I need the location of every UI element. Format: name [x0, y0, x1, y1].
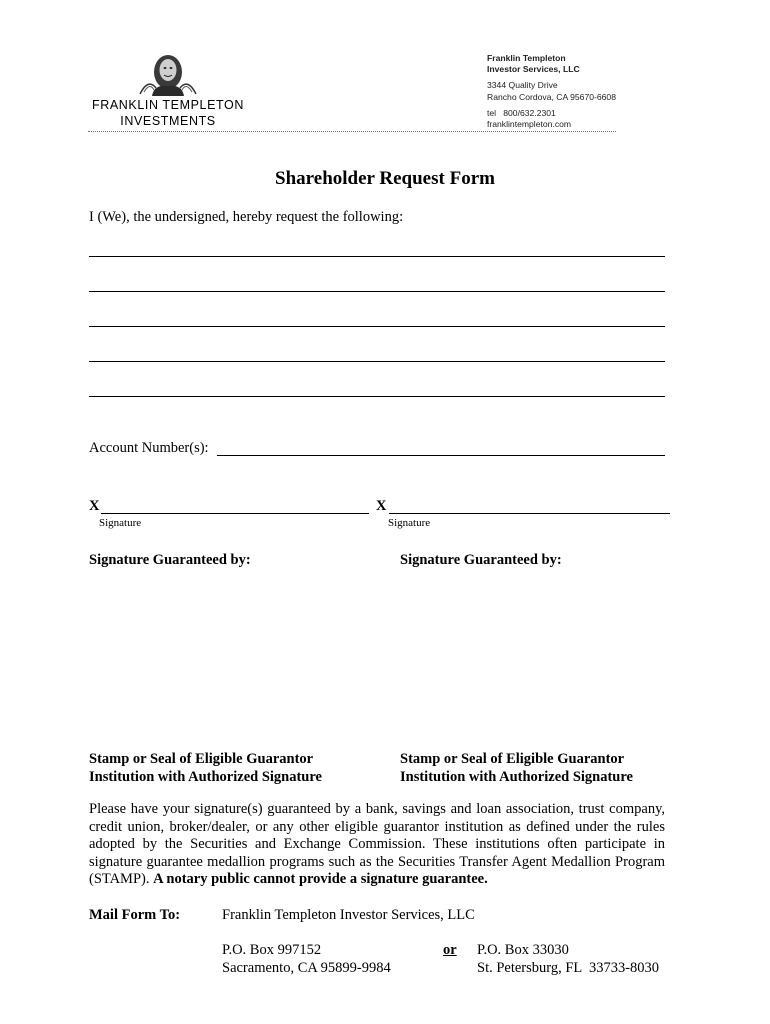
- request-line-5[interactable]: [89, 396, 665, 397]
- request-line-2[interactable]: [89, 291, 665, 292]
- benjamin-franklin-portrait-icon: [138, 48, 198, 96]
- stamp-label-1-line1: Stamp or Seal of Eligible Guarantor: [89, 751, 314, 767]
- logo-line1: FRANKLIN TEMPLETON: [91, 98, 245, 112]
- mail-or: or: [443, 942, 457, 958]
- stamp-label-1-line2: Institution with Authorized Signature: [89, 769, 322, 785]
- signature-caption-2: Signature: [388, 517, 431, 529]
- signature-guarantee-instructions: [89, 801, 665, 889]
- mail-box-2: P.O. Box 33030: [477, 942, 569, 958]
- request-line-3[interactable]: [89, 326, 665, 327]
- signature-x-mark-2: X: [376, 498, 387, 514]
- mail-box-1: P.O. Box 997152: [222, 942, 322, 958]
- mail-city-2: St. Petersburg, FL 33733-8030: [477, 960, 660, 976]
- signature-line-1[interactable]: [101, 513, 369, 514]
- stamp-label-2-line2: Institution with Authorized Signature: [400, 769, 633, 785]
- instructions-text: Please have your signature(s) guaranteed by a bank, savings and loan association, trust company, credit union, broker/dealer, or any other eligible guarantor institution as defined under the rules adopted by the Securities and Exchange Commission. These institutions often participate in signature guarantee medallion programs such as the Securities Transfer Agent Medallion Program (STAMP).: [89, 801, 665, 887]
- request-line-4[interactable]: [89, 361, 665, 362]
- request-intro: I (We), the undersigned, hereby request the following:: [89, 209, 404, 225]
- company-address: [487, 53, 616, 130]
- city-address: Rancho Cordova, CA 95670-6608: [487, 91, 616, 102]
- website: franklintempleton.com: [487, 119, 572, 130]
- mail-form-label: Mail Form To:: [89, 907, 181, 923]
- signature-line-2[interactable]: [389, 513, 670, 514]
- account-number-label: Account Number(s):: [89, 440, 209, 456]
- stamp-label-2: [400, 750, 633, 786]
- signature-x-mark-1: X: [89, 498, 100, 514]
- account-number-field[interactable]: [217, 455, 665, 456]
- notary-warning: A notary public cannot provide a signature guarantee.: [153, 871, 488, 887]
- street-address: 3344 Quality Drive: [487, 80, 558, 91]
- form-title: Shareholder Request Form: [275, 168, 495, 189]
- header-divider: [88, 131, 616, 132]
- signature-guaranteed-label-1: Signature Guaranteed by:: [89, 552, 251, 568]
- franklin-templeton-logo: [88, 48, 248, 128]
- signature-guaranteed-label-2: Signature Guaranteed by:: [400, 552, 562, 568]
- signature-caption-1: Signature: [99, 517, 142, 529]
- company-name-line1: Franklin Templeton: [487, 53, 566, 63]
- telephone: tel 800/632.2301: [487, 107, 556, 118]
- stamp-label-1: [89, 750, 322, 786]
- mail-company: Franklin Templeton Investor Services, LLC: [222, 907, 475, 923]
- logo-line2: INVESTMENTS: [120, 114, 216, 128]
- stamp-label-2-line1: Stamp or Seal of Eligible Guarantor: [400, 751, 625, 767]
- mail-city-1: Sacramento, CA 95899-9984: [222, 960, 391, 976]
- company-name-line2: Investor Services, LLC: [487, 64, 580, 75]
- request-line-1[interactable]: [89, 256, 665, 257]
